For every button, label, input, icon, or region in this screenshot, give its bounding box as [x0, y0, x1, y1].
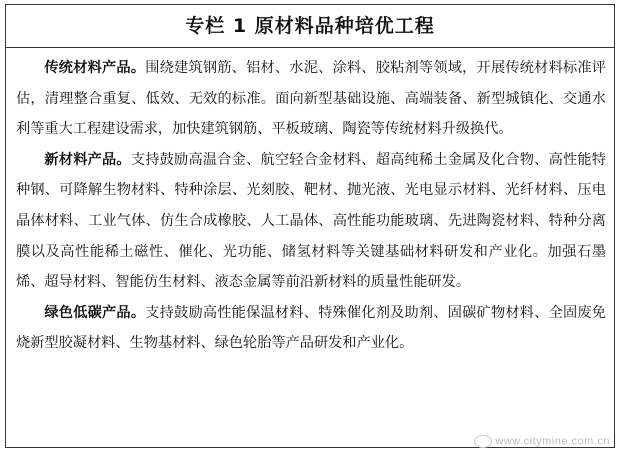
paragraph-green-lowcarbon: [16, 298, 606, 359]
paragraph-text: 支持鼓励高性能保温材料、特殊催化剂及助剂、固碳矿物材料、全固废免烧新型胶凝材料、生物基材料、绿色轮胎等产品研发和产业化。: [16, 304, 606, 352]
paragraph-new-materials: [16, 145, 606, 298]
column-title: 专栏 1 原材料品种培优工程: [6, 5, 614, 48]
watermark-logo-icon: [474, 435, 492, 448]
paragraph-lead: 绿色低碳产品。: [44, 304, 146, 321]
watermark: [474, 435, 610, 448]
paragraph-lead: 新材料产品。: [44, 151, 131, 168]
column-body: [6, 48, 614, 359]
paragraph-text: 支持鼓励高温合金、航空轻合金材料、超高纯稀土金属及化合物、高性能特种钢、可降解生物材料、特种涂层、光刻胶、靶材、抛光液、光电显示材料、光纤材料、压电晶体材料、工业气体、仿生合成橡胶、人工晶体、高性能功能玻璃、先进陶瓷材料、特种分离膜以及高性能稀土磁性、催化、光功能、储氢材料等关键基础材料研发和产业化。加强石墨烯、超导材料、智能仿生材料、液态金属等前沿新材料的质量性能研发。: [16, 151, 606, 291]
paragraph-traditional-materials: [16, 53, 606, 145]
paragraph-lead: 传统材料产品。: [44, 60, 146, 76]
watermark-text: www.citymine.com.cn: [495, 435, 610, 448]
column-box: [5, 4, 615, 448]
paragraph-text: 围绕建筑钢筋、铝材、水泥、涂料、胶粘剂等领域，开展传统材料标准评估，清理整合重复、低效、无效的标准。面向新型基础设施、高端装备、新型城镇化、交通水利等重大工程建设需求，加快建筑钢筋、平板玻璃、陶瓷等传统材料升级换代。: [16, 60, 606, 138]
